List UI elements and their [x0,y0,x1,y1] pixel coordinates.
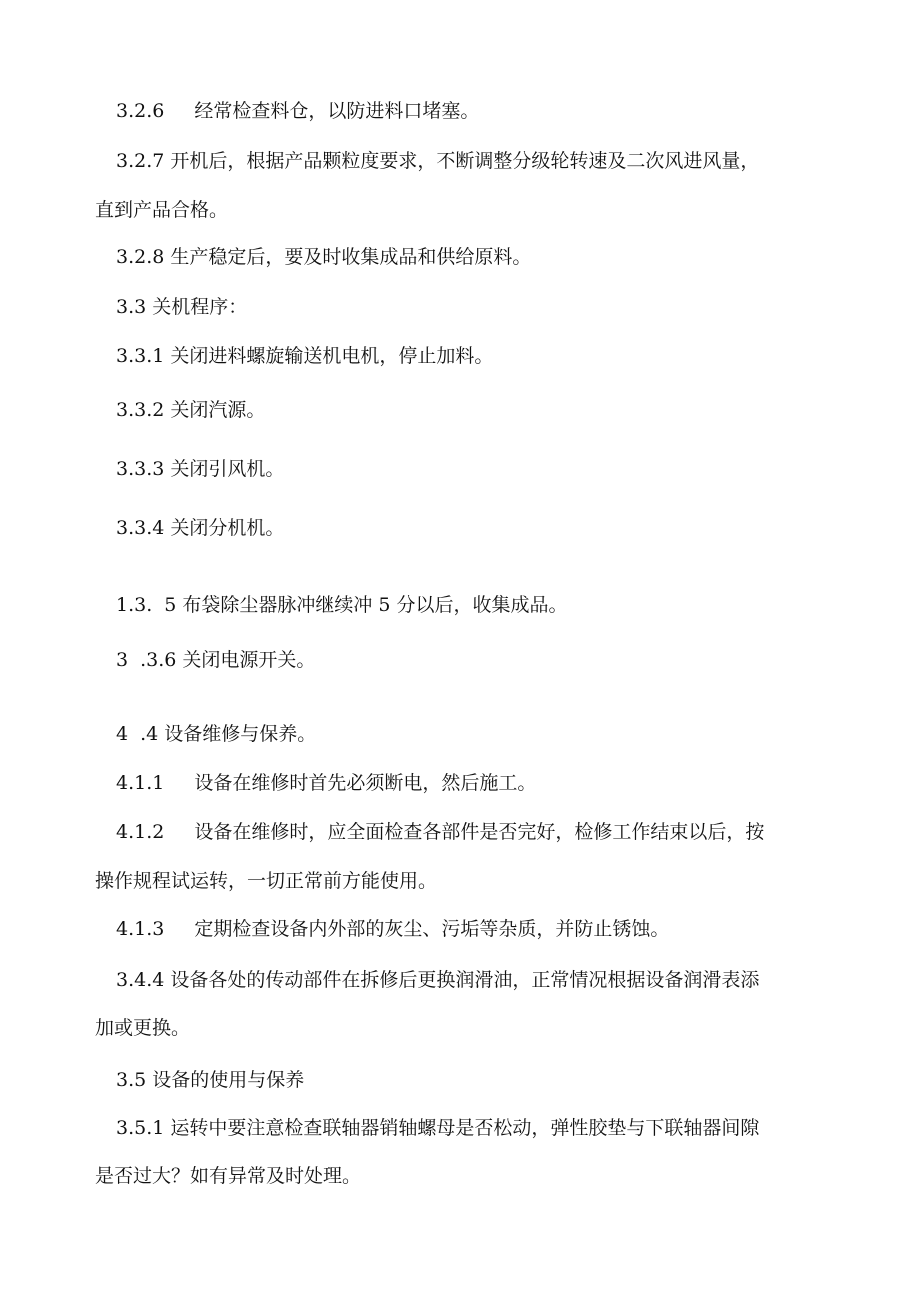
item-text: 设备在维修时，应全面检查各部件是否完好，检修工作结束以后，按 [194,821,765,843]
paragraph-3-5-1-line2: 是否过大？如有异常及时处理。 [95,1165,362,1187]
item-text: 设备在维修时首先必须断电，然后施工。 [194,772,537,794]
item-text: 经常检查料仓，以防进料口堵塞。 [194,100,480,122]
heading-3-5: 3.5 设备的使用与保养 [116,1069,305,1091]
paragraph-3-2-7-line1: 3.2.7 开机后，根据产品颗粒度要求，不断调整分级轮转速及二次风进风量， [116,150,760,172]
paragraph-3-3-2: 3.3.2 关闭汽源。 [116,399,266,421]
item-number: 4.1.2 [116,821,165,843]
item-number: 4 [116,723,129,745]
item-number: 1.3. [116,594,153,616]
paragraph-3-3-6 [116,648,861,673]
item-number: 3 [116,649,129,671]
paragraph-4-1-3 [116,917,861,942]
paragraph-3-2-8: 3.2.8 生产稳定后，要及时收集成品和供给原料。 [116,246,532,268]
paragraph-3-3-3: 3.3.3 关闭引风机。 [116,458,285,480]
item-number: 4.1.1 [116,772,165,794]
paragraph-3-4-4-line1: 3.4.4 设备各处的传动部件在拆修后更换润滑油，正常情况根据设备润滑表添 [116,969,760,991]
item-text: .4 设备维修与保养。 [140,723,317,745]
heading-3-3: 3.3 关机程序： [116,296,248,318]
paragraph-4-1-2-line1 [116,820,861,845]
heading-4-4 [116,722,861,747]
paragraph-3-5-1-line1: 3.5.1 运转中要注意检查联轴器销轴螺母是否松动，弹性胶垫与下联轴器间隙 [116,1117,760,1139]
paragraph-3-4-4-line2: 加或更换。 [95,1017,191,1039]
paragraph-3-2-6 [116,99,861,124]
item-number: 4.1.3 [116,918,165,940]
paragraph-3-3-4: 3.3.4 关闭分机机。 [116,517,285,539]
paragraph-4-1-1 [116,771,861,796]
item-text: 定期检查设备内外部的灰尘、污垢等杂质，并防止锈蚀。 [194,918,670,940]
item-text: .3.6 关闭电源开关。 [140,649,316,671]
paragraph-4-1-2-line2: 操作规程试运转，一切正常前方能使用。 [95,870,438,892]
paragraph-3-3-1: 3.3.1 关闭进料螺旋输送机电机，停止加料。 [116,345,494,367]
paragraph-3-2-7-line2: 直到产品合格。 [95,199,229,221]
item-number: 3.2.6 [116,100,165,122]
paragraph-1-3-5 [116,593,861,618]
item-text: 5 布袋除尘器脉冲继续冲 5 分以后，收集成品。 [164,594,568,616]
